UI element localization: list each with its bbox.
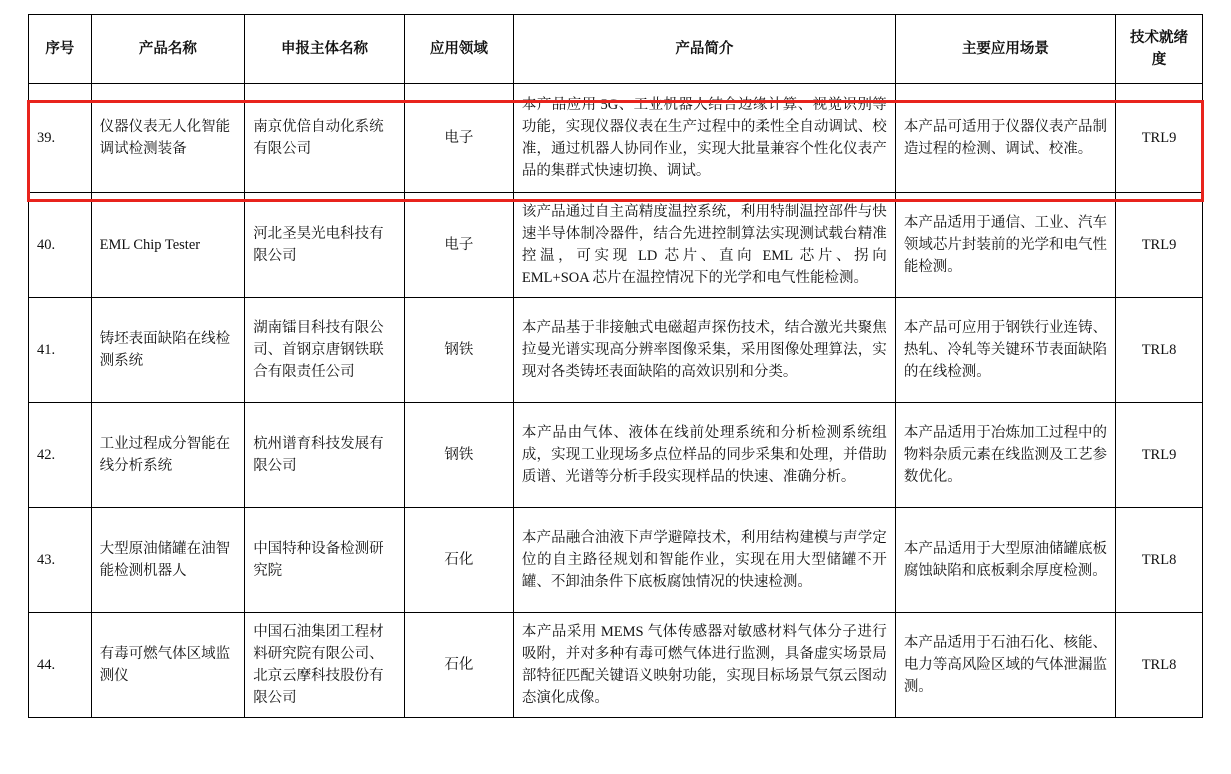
column-header-no: 序号 <box>29 15 92 84</box>
table-row <box>29 403 1203 508</box>
table-row <box>29 193 1203 298</box>
cell-trl: TRL8 <box>1116 613 1203 718</box>
cell-product-name: EML Chip Tester <box>91 193 245 298</box>
cell-product-name: 有毒可燃气体区域监测仪 <box>91 613 245 718</box>
table-header-row <box>29 15 1203 84</box>
column-header-field: 应用领域 <box>404 15 513 84</box>
cell-scene: 本产品适用于石油石化、核能、电力等高风险区域的气体泄漏监测。 <box>895 613 1115 718</box>
cell-entity: 中国石油集团工程材料研究院有限公司、北京云摩科技股份有限公司 <box>245 613 405 718</box>
cell-no: 41. <box>29 298 92 403</box>
cell-field: 钢铁 <box>404 298 513 403</box>
column-header-description: 产品简介 <box>513 15 895 84</box>
cell-scene: 本产品适用于大型原油储罐底板腐蚀缺陷和底板剩余厚度检测。 <box>895 508 1115 613</box>
cell-trl: TRL9 <box>1116 403 1203 508</box>
cell-entity: 中国特种设备检测研究院 <box>245 508 405 613</box>
cell-no: 44. <box>29 613 92 718</box>
cell-no: 40. <box>29 193 92 298</box>
cell-field: 钢铁 <box>404 403 513 508</box>
cell-trl: TRL9 <box>1116 193 1203 298</box>
cell-entity: 湖南镭目科技有限公司、首钢京唐钢铁联合有限责任公司 <box>245 298 405 403</box>
cell-product-name: 仪器仪表无人化智能调试检测装备 <box>91 84 245 193</box>
table-header <box>29 15 1203 84</box>
cell-no: 39. <box>29 84 92 193</box>
cell-scene: 本产品可应用于钢铁行业连铸、热轧、冷轧等关键环节表面缺陷的在线检测。 <box>895 298 1115 403</box>
cell-entity: 南京优倍自动化系统有限公司 <box>245 84 405 193</box>
cell-scene: 本产品适用于通信、工业、汽车领域芯片封装前的光学和电气性能检测。 <box>895 193 1115 298</box>
table-row <box>29 298 1203 403</box>
table-row <box>29 613 1203 718</box>
column-header-trl: 技术就绪度 <box>1116 15 1203 84</box>
cell-field: 电子 <box>404 84 513 193</box>
cell-trl: TRL8 <box>1116 508 1203 613</box>
cell-field: 电子 <box>404 193 513 298</box>
table-row <box>29 508 1203 613</box>
column-header-scene: 主要应用场景 <box>895 15 1115 84</box>
cell-product-name: 工业过程成分智能在线分析系统 <box>91 403 245 508</box>
cell-scene: 本产品可适用于仪器仪表产品制造过程的检测、调试、校准。 <box>895 84 1115 193</box>
product-table <box>28 14 1203 718</box>
cell-scene: 本产品适用于冶炼加工过程中的物料杂质元素在线监测及工艺参数优化。 <box>895 403 1115 508</box>
cell-field: 石化 <box>404 508 513 613</box>
table-row <box>29 84 1203 193</box>
cell-field: 石化 <box>404 613 513 718</box>
column-header-entity: 申报主体名称 <box>245 15 405 84</box>
cell-description: 本产品采用 MEMS 气体传感器对敏感材料气体分子进行吸附，并对多种有毒可燃气体进行监测，具备虚实场景局部特征匹配关键语义映射功能，实现目标场景气氛云图动态演化成像。 <box>513 613 895 718</box>
cell-description: 本产品应用 5G、工业机器人结合边缘计算、视觉识别等功能，实现仪器仪表在生产过程中的柔性全自动调试、校准，通过机器人协同作业，实现大批量兼容个性化仪表产品的集群式快速切换、调试。 <box>513 84 895 193</box>
table-body <box>29 84 1203 718</box>
cell-no: 42. <box>29 403 92 508</box>
cell-trl: TRL8 <box>1116 298 1203 403</box>
cell-entity: 河北圣昊光电科技有限公司 <box>245 193 405 298</box>
cell-entity: 杭州谱育科技发展有限公司 <box>245 403 405 508</box>
column-header-product-name: 产品名称 <box>91 15 245 84</box>
cell-trl: TRL9 <box>1116 84 1203 193</box>
cell-description: 本产品基于非接触式电磁超声探伤技术，结合激光共聚焦拉曼光谱实现高分辨率图像采集，采用图像处理算法，实现对各类铸坯表面缺陷的高效识别和分类。 <box>513 298 895 403</box>
cell-product-name: 铸坯表面缺陷在线检测系统 <box>91 298 245 403</box>
cell-description: 本产品融合油液下声学避障技术，利用结构建模与声学定位的自主路径规划和智能作业，实现在用大型储罐不开罐、不卸油条件下底板腐蚀情况的快速检测。 <box>513 508 895 613</box>
cell-description: 本产品由气体、液体在线前处理系统和分析检测系统组成，实现工业现场多点位样品的同步采集和处理，并借助质谱、光谱等分析手段实现样品的快速、准确分析。 <box>513 403 895 508</box>
cell-product-name: 大型原油储罐在油智能检测机器人 <box>91 508 245 613</box>
cell-description: 该产品通过自主高精度温控系统，利用特制温控部件与快速半导体制冷器件，结合先进控制算法实现测试载台精准控温，可实现 LD 芯片、直向 EML 芯片、拐向 EML+SOA 芯片在温控情况下的光学和电气性能检测。 <box>513 193 895 298</box>
cell-no: 43. <box>29 508 92 613</box>
